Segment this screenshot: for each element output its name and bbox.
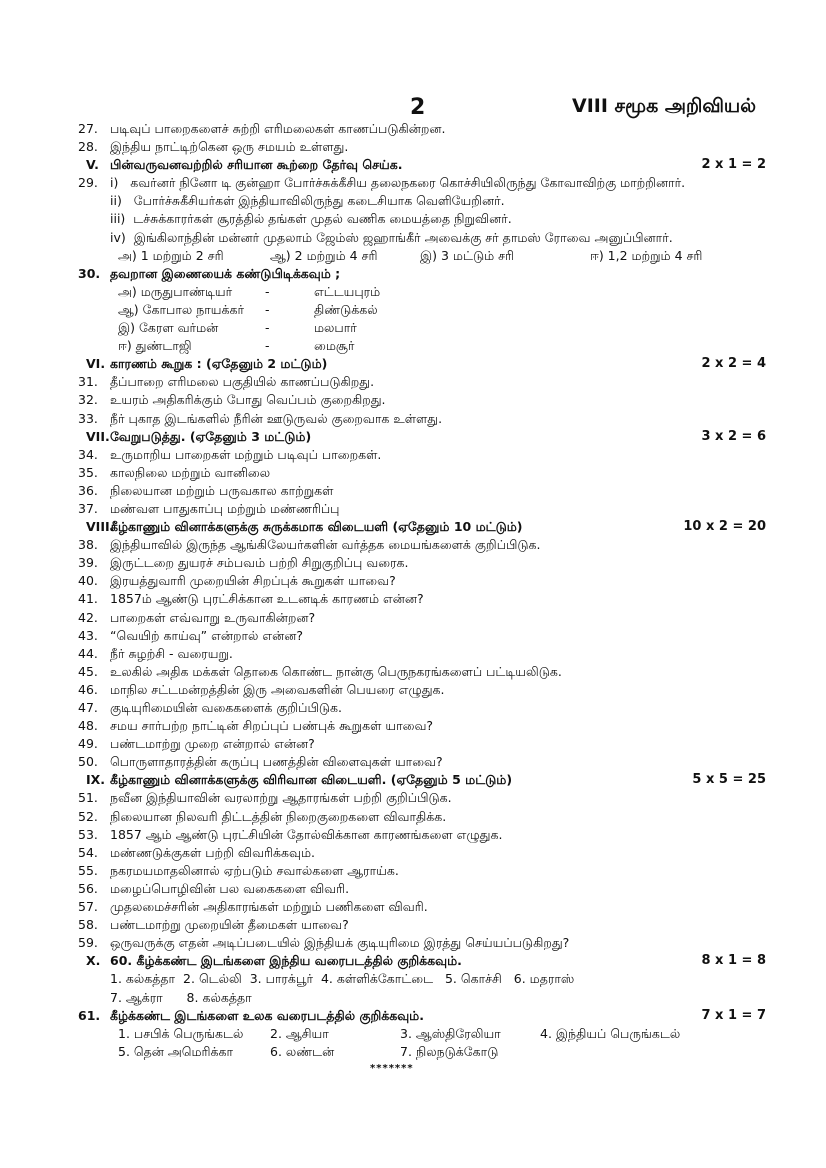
section-instruction: காரணம் கூறுக : (ஏதேனும் 2 மட்டும்) xyxy=(110,356,328,372)
question-text: நவீன இந்தியாவின் வரலாற்று ஆதாரங்கள் பற்றி குறிப்பிடுக. xyxy=(110,790,452,806)
place-item: 6. லண்டன் xyxy=(270,1043,335,1059)
question-number: 49. xyxy=(78,736,98,752)
question-30 xyxy=(70,265,760,283)
question-33 xyxy=(70,410,760,428)
subject-title: VIII சமூக அறிவியல் xyxy=(572,95,756,117)
question-29-item-2 xyxy=(70,192,760,210)
section-number: VII. xyxy=(86,428,110,444)
question-text: நிலையான மற்றும் பருவகால காற்றுகள் xyxy=(110,482,334,498)
question-number: 31. xyxy=(78,374,98,390)
question-text: ஒருவருக்கு எதன் அடிப்படையில் இந்தியக் குடியுரிமை இரத்து செய்யப்படுகிறது? xyxy=(110,935,570,951)
section-v-heading xyxy=(70,156,766,174)
question-text: தவறான இணையைக் கண்டுபிடிக்கவும் ; xyxy=(110,265,341,281)
question-number: 58. xyxy=(78,917,98,933)
question-number: 53. xyxy=(78,826,98,842)
question-47 xyxy=(70,699,760,717)
question-53 xyxy=(70,826,760,844)
pair-left: ஆ) கோபால நாயக்கர் xyxy=(118,301,245,317)
world-map-places-row-2 xyxy=(70,1043,760,1061)
question-42 xyxy=(70,609,760,627)
pair-row xyxy=(70,283,760,301)
question-29-item-3 xyxy=(70,210,760,228)
world-map-places-row-1 xyxy=(70,1025,760,1043)
question-text: நிலையான நிலவரி திட்டத்தின் நிறைகுறைகளை விவாதிக்க. xyxy=(110,808,447,824)
question-text: “வெயிற் காய்வு” என்றால் என்ன? xyxy=(110,627,304,643)
statement-text: போர்ச்சுகீசியர்கள் இந்தியாவிலிருந்து கடைசியாக வெளியேறினர். xyxy=(133,193,505,209)
section-marks: 2 x 2 = 4 xyxy=(701,356,766,372)
section-number: VI. xyxy=(86,356,106,372)
question-41 xyxy=(70,590,760,608)
page-number: 2 xyxy=(410,95,426,120)
section-instruction: வேறுபடுத்து. (ஏதேனும் 3 மட்டும்) xyxy=(110,428,312,444)
question-number: 40. xyxy=(78,573,98,589)
question-29-item-1 xyxy=(70,174,760,192)
place-item: 4. கள்ளிக்கோட்டை xyxy=(320,971,434,987)
question-number: 28. xyxy=(78,139,98,155)
question-text: முதலமைச்சரின் அதிகாரங்கள் மற்றும் பணிகளை விவரி. xyxy=(110,899,428,915)
statement xyxy=(110,229,673,247)
question-58 xyxy=(70,916,760,934)
question-text: தீப்பாறை எரிமலை பகுதியில் காணப்படுகிறது. xyxy=(110,374,375,390)
question-text: நீர் புகாத இடங்களில் நீரின் ஊடுருவல் குறைவாக உள்ளது. xyxy=(110,410,443,426)
question-44 xyxy=(70,645,760,663)
question-28 xyxy=(70,138,760,156)
question-number: 54. xyxy=(78,844,98,860)
statement-label: ii) xyxy=(110,193,122,209)
pair-dash: - xyxy=(265,283,270,299)
question-number: 45. xyxy=(78,663,98,679)
question-number: 47. xyxy=(78,700,98,715)
india-map-places-row-2 xyxy=(70,989,760,1007)
place-item: 3. பாரக்பூர் xyxy=(249,971,313,987)
section-instruction: 60. கீழ்க்கண்ட இடங்களை இந்திய வரைபடத்தில் குறிக்கவும். xyxy=(110,953,462,969)
statement xyxy=(110,210,512,228)
question-number: 56. xyxy=(78,880,98,896)
question-text: சமய சார்பற்ற நாட்டின் சிறப்புப் பண்புக் கூறுகள் யாவை? xyxy=(110,718,434,734)
question-text: 1857ம் ஆண்டு புரட்சிக்கான உடனடிக் காரணம் என்ன? xyxy=(110,591,424,607)
question-number: 61. xyxy=(78,1007,101,1023)
question-text: பண்டமாற்று முறை என்றால் என்ன? xyxy=(110,736,315,752)
question-52 xyxy=(70,808,760,826)
question-number: 34. xyxy=(78,446,98,462)
pair-dash: - xyxy=(265,301,270,317)
place-item: 7. நிலநடுக்கோடு xyxy=(400,1043,499,1059)
question-number: 55. xyxy=(78,862,98,878)
question-number: 33. xyxy=(78,410,98,426)
question-55 xyxy=(70,862,760,880)
question-number: 52. xyxy=(78,808,98,824)
statement-label: i) xyxy=(110,175,119,191)
statement xyxy=(110,174,685,192)
question-number: 35. xyxy=(78,464,98,480)
pair-left: ஈ) துண்டாஜி xyxy=(118,338,192,354)
pair-row xyxy=(70,337,760,355)
question-text: கீழ்க்கண்ட இடங்களை உலக வரைபடத்தில் குறிக்கவும். xyxy=(110,1007,424,1023)
section-marks: 2 x 1 = 2 xyxy=(701,157,766,173)
question-49 xyxy=(70,735,760,753)
pair-row xyxy=(70,301,760,319)
question-number: 57. xyxy=(78,899,98,915)
question-45 xyxy=(70,663,760,681)
question-56 xyxy=(70,880,760,898)
question-36 xyxy=(70,482,760,500)
question-text: இரயத்துவாரி முறையின் சிறப்புக் கூறுகள் யாவை? xyxy=(110,573,396,589)
section-marks: 3 x 2 = 6 xyxy=(701,428,766,444)
section-marks: 8 x 1 = 8 xyxy=(701,953,766,969)
section-viii-heading xyxy=(70,518,766,536)
places-list xyxy=(110,989,252,1007)
question-text: பொருளாதாரத்தின் கருப்பு பணத்தின் விளைவுகள் யாவை? xyxy=(110,754,443,770)
section-marks: 5 x 5 = 25 xyxy=(692,772,766,788)
question-text: மாநில சட்டமன்றத்தின் இரு அவைகளின் பெயரை எழுதுக. xyxy=(110,681,445,697)
question-number: 37. xyxy=(78,500,98,516)
question-34 xyxy=(70,446,760,464)
question-number: 36. xyxy=(78,482,98,498)
section-ix-heading xyxy=(70,771,766,789)
question-text: இருட்டறை துயரச் சம்பவம் பற்றி சிறுகுறிப்பு வரைக. xyxy=(110,555,409,571)
pair-row xyxy=(70,319,760,337)
pair-right: எட்டயபுரம் xyxy=(314,283,381,299)
end-of-paper-stars: ******* xyxy=(370,1063,414,1074)
place-item: 1. கல்கத்தா xyxy=(110,971,176,987)
place-item: 6. மதராஸ் xyxy=(513,971,575,987)
place-item: 7. ஆக்ரா xyxy=(110,989,163,1005)
section-instruction: கீழ்காணும் வினாக்களுக்கு சுருக்கமாக விடையளி (ஏதேனும் 10 மட்டும்) xyxy=(110,519,523,535)
question-31 xyxy=(70,373,760,391)
statement xyxy=(110,192,505,210)
question-list xyxy=(70,120,766,1061)
statement-label: iii) xyxy=(110,211,126,227)
section-number: IX. xyxy=(86,772,106,788)
option-b: ஆ) 2 மற்றும் 4 சரி xyxy=(270,247,378,263)
question-text: உயரம் அதிகரிக்கும் போது வெப்பம் குறைகிறது. xyxy=(110,392,386,408)
question-text: பாறைகள் எவ்வாறு உருவாகின்றன? xyxy=(110,609,316,625)
statement-text: இங்கிலாந்தின் மன்னர் முதலாம் ஜேம்ஸ் ஜஹாங்கீர் அவைக்கு சர் தாமஸ் ரோவை அனுப்பினார். xyxy=(133,229,673,245)
question-number: 51. xyxy=(78,790,98,806)
option-c: இ) 3 மட்டும் சரி xyxy=(420,247,515,263)
question-46 xyxy=(70,681,760,699)
question-40 xyxy=(70,572,760,590)
question-number: 39. xyxy=(78,555,98,571)
question-text: உலகில் அதிக மக்கள் தொகை கொண்ட நான்கு பெருநகரங்களைப் பட்டியலிடுக. xyxy=(110,663,562,679)
statement-label: iv) xyxy=(110,229,126,245)
question-number: 48. xyxy=(78,718,98,734)
pair-dash: - xyxy=(265,320,270,336)
places-list xyxy=(110,970,574,988)
question-29-options xyxy=(70,247,760,265)
pair-left: அ) மருதுபாண்டியர் xyxy=(118,283,233,299)
question-text: இந்திய நாட்டிற்கென ஒரு சமயம் உள்ளது. xyxy=(110,139,349,155)
question-number: 29. xyxy=(78,175,98,191)
question-48 xyxy=(70,717,760,735)
question-50 xyxy=(70,753,760,771)
question-number: 27. xyxy=(78,121,98,136)
question-number: 32. xyxy=(78,392,98,408)
place-item: 5. கொச்சி xyxy=(444,971,502,987)
pair-right: மைசூர் xyxy=(314,338,355,354)
section-vii-heading xyxy=(70,428,766,446)
question-38 xyxy=(70,536,760,554)
option-a: அ) 1 மற்றும் 2 சரி xyxy=(118,247,224,263)
question-number: 59. xyxy=(78,935,98,951)
statement-text: கவர்னர் நினோ டி குன்ஹா போர்ச்சுக்கீசிய தலைநகரை கொச்சியிலிருந்து கோவாவிற்கு மாற்றினார். xyxy=(130,175,686,191)
question-51 xyxy=(70,789,760,807)
question-number: 46. xyxy=(78,681,98,697)
question-61 xyxy=(70,1007,766,1025)
section-instruction: பின்வருவனவற்றில் சரியான கூற்றை தேர்வு செய்க. xyxy=(110,157,403,173)
question-number: 50. xyxy=(78,754,98,770)
question-32 xyxy=(70,391,760,409)
section-instruction: கீழ்காணும் வினாக்களுக்கு விரிவான விடையளி. (ஏதேனும் 5 மட்டும்) xyxy=(110,772,513,788)
place-item: 3. ஆஸ்திரேலியா xyxy=(400,1025,501,1041)
pair-dash: - xyxy=(265,338,270,354)
section-number: V. xyxy=(86,157,99,173)
question-marks: 7 x 1 = 7 xyxy=(701,1007,766,1023)
section-vi-heading xyxy=(70,355,766,373)
place-item: 2. ஆசியா xyxy=(270,1025,329,1041)
question-number: 30. xyxy=(78,265,101,281)
section-marks: 10 x 2 = 20 xyxy=(683,519,766,535)
question-text: இந்தியாவில் இருந்த ஆங்கிலேயர்களின் வர்த்தக மையங்களைக் குறிப்பிடுக. xyxy=(110,537,541,553)
question-number: 44. xyxy=(78,645,98,661)
pair-left: இ) கேரள வர்மன் xyxy=(118,320,219,336)
statement-text: டச்சுக்காரர்கள் சூரத்தில் தங்கள் முதல் வணிக மையத்தை நிறுவினர். xyxy=(133,211,512,227)
question-number: 41. xyxy=(78,591,98,607)
section-number: X. xyxy=(86,953,101,969)
question-text: மழைப்பொழிவின் பல வகைகளை விவரி. xyxy=(110,880,350,896)
place-item: 1. பசபிக் பெருங்கடல் xyxy=(118,1025,244,1041)
question-text: உருமாறிய பாறைகள் மற்றும் படிவுப் பாறைகள். xyxy=(110,446,382,462)
question-39 xyxy=(70,554,760,572)
question-number: 42. xyxy=(78,609,98,625)
question-37 xyxy=(70,500,760,518)
option-d: ஈ) 1,2 மற்றும் 4 சரி xyxy=(590,247,703,263)
question-27 xyxy=(70,120,760,138)
section-number: VIII. xyxy=(86,519,115,535)
question-text: படிவுப் பாறைகளைச் சுற்றி எரிமலைகள் காணப்படுகின்றன. xyxy=(110,121,446,136)
question-text: நீர் சுழற்சி - வரையறு. xyxy=(110,645,233,661)
place-item: 8. கல்கத்தா xyxy=(186,989,252,1005)
question-number: 43. xyxy=(78,627,98,643)
section-x-heading xyxy=(70,952,766,970)
question-text: 1857 ஆம் ஆண்டு புரட்சியின் தோல்விக்கான காரணங்களை எழுதுக. xyxy=(110,826,503,842)
question-59 xyxy=(70,934,760,952)
question-text: மண்ணடுக்குகள் பற்றி விவரிக்கவும். xyxy=(110,844,316,860)
place-item: 5. தென் அமெரிக்கா xyxy=(118,1043,234,1059)
question-57 xyxy=(70,898,760,916)
question-text: பண்டமாற்று முறையின் தீமைகள் யாவை? xyxy=(110,917,349,933)
question-35 xyxy=(70,464,760,482)
question-text: குடியுரிமையின் வகைகளைக் குறிப்பிடுக. xyxy=(110,700,342,715)
question-54 xyxy=(70,844,760,862)
place-item: 2. டெல்லி xyxy=(183,971,242,987)
pair-right: திண்டுக்கல் xyxy=(314,301,378,317)
question-text: காலநிலை மற்றும் வானிலை xyxy=(110,464,271,480)
pair-right: மலபார் xyxy=(314,320,357,336)
india-map-places-row-1 xyxy=(70,970,760,988)
question-43 xyxy=(70,627,760,645)
question-29-item-4 xyxy=(70,229,760,247)
question-text: நகரமயமாதலினால் ஏற்படும் சவால்களை ஆராய்க. xyxy=(110,862,399,878)
question-text: மண்வள பாதுகாப்பு மற்றும் மண்ணரிப்பு xyxy=(110,500,340,516)
question-number: 38. xyxy=(78,537,98,553)
place-item: 4. இந்தியப் பெருங்கடல் xyxy=(540,1025,681,1041)
